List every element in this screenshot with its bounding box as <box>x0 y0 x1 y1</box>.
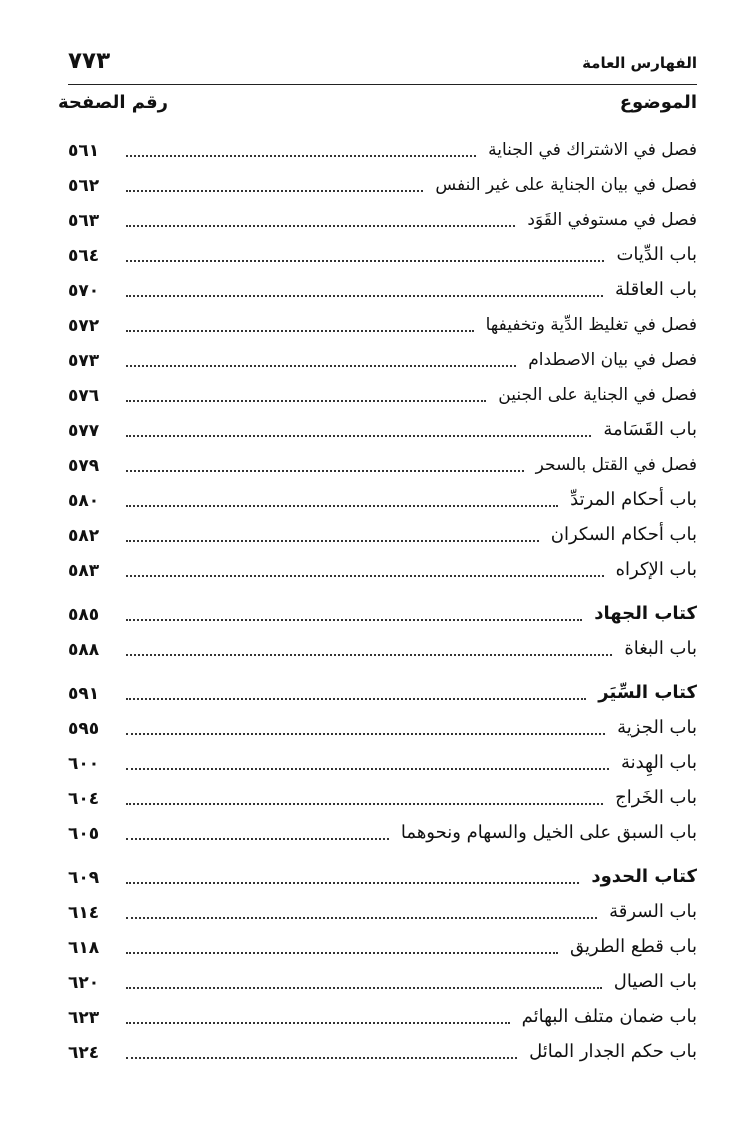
toc-entry-title: باب أحكام السكران <box>550 524 697 545</box>
toc-entry-page: ٦٠٠ <box>68 754 100 774</box>
toc-entry-page: ٦٢٣ <box>68 1008 100 1028</box>
toc-entry-title: باب القَسَامة <box>603 419 697 440</box>
toc-entry-page: ٦٢٤ <box>68 1043 100 1063</box>
toc-entry-title: باب العاقلة <box>614 279 697 300</box>
toc-entry-title: باب الخَراج <box>615 787 697 808</box>
toc-entry-page: ٥٨٣ <box>68 561 100 581</box>
toc-entry-title: فصل في الجناية على الجنين <box>498 385 697 405</box>
toc-entry-title: باب حكم الجدار المائل <box>529 1041 697 1062</box>
toc-entry-page: ٥٨٨ <box>68 640 100 660</box>
toc-entry-page: ٥٦١ <box>68 141 100 161</box>
dot-leader <box>126 470 524 472</box>
toc-entry-page: ٥٧٢ <box>68 316 100 336</box>
toc-entry-page: ٥٦٢ <box>68 176 100 196</box>
toc-entry-page: ٥٨٢ <box>68 526 100 546</box>
toc-entry-page: ٥٧٩ <box>68 456 100 476</box>
toc-entry <box>68 550 697 585</box>
toc-entry-title: فصل في بيان الاصطدام <box>528 350 697 370</box>
dot-leader <box>126 733 605 735</box>
toc-entry-page: ٥٧٧ <box>68 421 100 441</box>
toc-entry-page: ٥٧٠ <box>68 281 100 301</box>
dot-leader <box>126 190 423 192</box>
dot-leader <box>126 952 558 954</box>
toc-entry <box>68 708 697 743</box>
toc-entry-page: ٦٠٤ <box>68 789 100 809</box>
toc-entry <box>68 270 697 305</box>
toc-entry-page: ٦٢٠ <box>68 973 100 993</box>
topic-column-heading: الموضوع <box>619 92 697 113</box>
toc-entry-title: باب الجزية <box>617 717 697 738</box>
toc-entry <box>68 305 697 340</box>
toc-entry <box>68 445 697 480</box>
toc-entry <box>68 857 697 892</box>
toc-entry-title: باب البغاة <box>624 638 697 659</box>
dot-leader <box>126 260 604 262</box>
dot-leader <box>126 365 516 367</box>
toc-entry-title: فصل في مستوفي القَوَد <box>527 210 697 230</box>
toc-entry <box>68 594 697 629</box>
dot-leader <box>126 400 486 402</box>
toc-entry-page: ٥٩١ <box>68 684 100 704</box>
toc-entry <box>68 200 697 235</box>
dot-leader <box>126 505 558 507</box>
toc-entry-title: باب الإكراه <box>615 559 697 580</box>
toc-entry-title: باب ضمان متلف البهائم <box>521 1006 697 1027</box>
toc-entry-page: ٥٩٥ <box>68 719 100 739</box>
page-header <box>68 48 697 85</box>
toc-entry-page: ٥٨٠ <box>68 491 100 511</box>
toc-entry <box>68 340 697 375</box>
dot-leader <box>126 575 604 577</box>
dot-leader <box>126 882 579 884</box>
dot-leader <box>126 803 603 805</box>
toc-entry <box>68 629 697 664</box>
toc-entry-title: فصل في بيان الجناية على غير النفس <box>435 175 697 195</box>
dot-leader <box>126 917 597 919</box>
page-column-heading: رقم الصفحة <box>58 92 169 113</box>
toc-entry <box>68 410 697 445</box>
dot-leader <box>126 225 515 227</box>
toc-entry-title: كتاب الجهاد <box>594 603 697 624</box>
toc-entry <box>68 515 697 550</box>
toc-entry <box>68 743 697 778</box>
toc-entry <box>68 778 697 813</box>
dot-leader <box>126 330 474 332</box>
dot-leader <box>126 435 591 437</box>
toc-entry-page: ٥٦٤ <box>68 246 100 266</box>
dot-leader <box>126 155 476 157</box>
toc-entry-title: فصل في الاشتراك في الجناية <box>488 140 697 160</box>
toc-entry <box>68 480 697 515</box>
toc-entry-title: كتاب الحدود <box>591 866 697 887</box>
toc-entry-title: باب الهِدنة <box>620 752 697 773</box>
toc-entry-page: ٦١٨ <box>68 938 100 958</box>
toc-entry-page: ٦٠٥ <box>68 824 100 844</box>
toc-entry <box>68 813 697 848</box>
dot-leader <box>126 698 586 700</box>
page-number: ٧٧٣ <box>68 48 111 74</box>
toc-entry <box>68 892 697 927</box>
toc-entry-page: ٥٨٥ <box>68 605 100 625</box>
toc-entry <box>68 1032 697 1067</box>
dot-leader <box>126 654 612 656</box>
dot-leader <box>126 295 603 297</box>
toc-entry-title: فصل في تغليظ الدِّية وتخفيفها <box>485 315 697 335</box>
toc-entry-title: كتاب السِّيَر <box>598 682 697 703</box>
toc-entry <box>68 375 697 410</box>
toc-entry <box>68 235 697 270</box>
toc-entry <box>68 997 697 1032</box>
toc-entry-page: ٦٠٩ <box>68 868 100 888</box>
dot-leader <box>126 1057 517 1059</box>
toc-entry-page: ٥٦٣ <box>68 211 100 231</box>
dot-leader <box>126 987 602 989</box>
toc-entry-title: فصل في القتل بالسحر <box>535 455 697 475</box>
toc-entry-title: باب الصيال <box>613 971 697 992</box>
toc-entry-page: ٥٧٦ <box>68 386 100 406</box>
toc-entry <box>68 673 697 708</box>
toc-entry-title: باب السرقة <box>609 901 697 922</box>
toc-entry <box>68 165 697 200</box>
running-title: الفهارس العامة <box>582 54 697 72</box>
toc-entry-title: باب الدِّيات <box>616 244 697 265</box>
dot-leader <box>126 838 389 840</box>
toc-entry <box>68 962 697 997</box>
toc-entry-title: باب قطع الطريق <box>569 936 697 957</box>
toc-entry-page: ٦١٤ <box>68 903 100 923</box>
dot-leader <box>126 540 539 542</box>
toc-entry-page: ٥٧٣ <box>68 351 100 371</box>
toc-entry-title: باب السبق على الخيل والسهام ونحوهما <box>400 822 697 843</box>
dot-leader <box>126 1022 510 1024</box>
dot-leader <box>126 619 582 621</box>
toc-entry <box>68 130 697 165</box>
dot-leader <box>126 768 609 770</box>
toc-entry <box>68 927 697 962</box>
toc-entry-title: باب أحكام المرتدِّ <box>570 489 697 510</box>
table-of-contents <box>68 130 697 1067</box>
